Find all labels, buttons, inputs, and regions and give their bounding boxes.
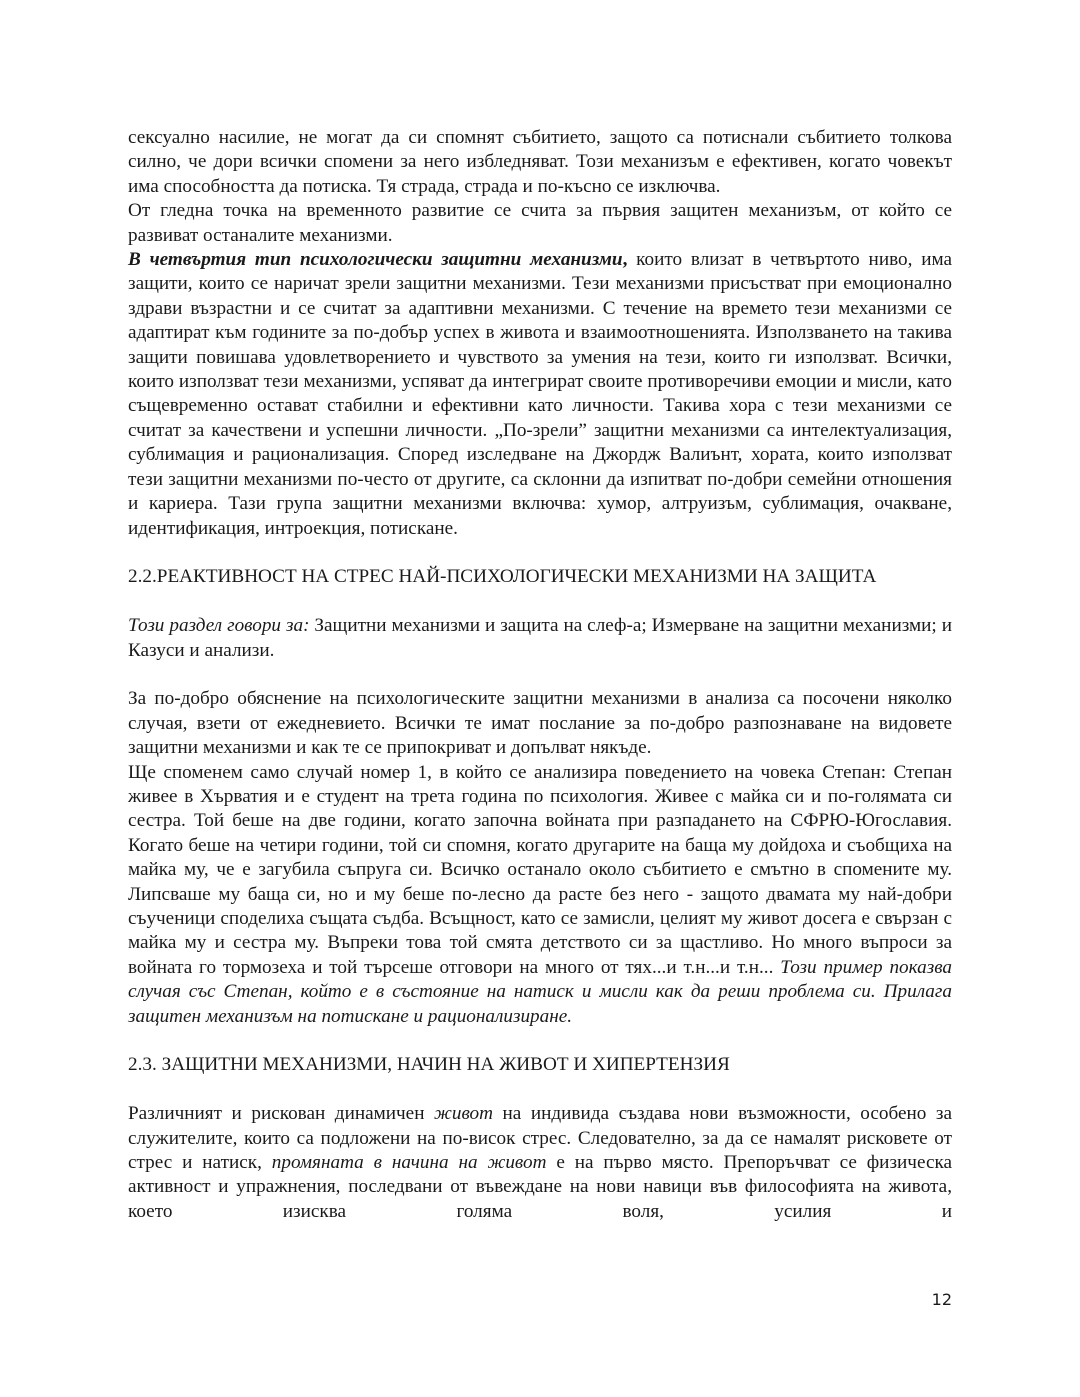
document-page: [128, 126, 952, 1224]
lifestyle-part-a: Различният и рискован динамичен: [128, 1103, 435, 1125]
lifestyle-part-c: на индивида създава нови възможности, особено за служителите, които са подложени на по-висок стрес. Следователно, за да се намалят рисковете от стрес и натиск,: [128, 1103, 952, 1173]
section-topics-lead: Този раздел говори за:: [128, 615, 310, 637]
page-number: 12: [931, 1290, 952, 1309]
fourth-type-body: които влизат в четвъртото ниво, има защити, които се наричат зрели защитни механизми. Тези механизми присъстват при емоционално здрави възрастни и се считат за адаптивни механизми. С течение на времето тези механизми се адаптират към годините за по-добър успех в живота и взаимоотношенията. Използването на такива защити повишава удовлетворението и чувството за умения на тези, които ги използват. Всички, които използват тези механизми, успяват да интегрират своите противоречиви емоции и мисли, като същевременно остават стабилни и ефективни като личности. Такива хора с тези механизми се считат за качествени и успешни личности. „По-зрели” защитни механизми са интелектуализация, сублимация и рационализация. Според изследване на Джордж Валиънт, хората, които използват тези защитни механизми по-често от другите, са склонни да изпитват по-добри семейни отношения и кариера. Тази група защитни механизми включва: хумор, алтруизъм, сублимация, очакване, идентификация, интроекция, потискане.: [128, 249, 953, 539]
paragraph-first-mechanism: От гледна точка на временното развитие се счита за първия защитен механизъм, от който се развиват останалите механизми.: [128, 200, 952, 246]
section-topics-body: Защитни механизми и защита на слеф-а; Измерване на защитни механизми; и Казуси и анализи.: [128, 615, 952, 661]
paragraph-lifestyle: [128, 1102, 952, 1224]
paragraph-fourth-type: [128, 248, 952, 541]
case-stepan-body: Ще споменем само случай номер 1, в който се анализира поведението на човека Степан: Степан живее в Хърватия и е студент на трета година по психология. Живее с майка си и по-голямата си сестра. Той беше на две години, когато започна войната при разпадането на СФРЮ-Югославия. Когато беше на четири години, той си спомня, когато другарите на баща му дойдоха и съобщиха на майка му, че е загубила съпруга си. Всичко останало около събитието е смътно в спомените му. Липсваше му баща си, но и му беше по-лесно да расте без него - защото двамата му най-добри съученици споделиха същата съдба. Всъщност, като се замисли, целият му живот досега е свързан с майка му и сестра му. Въпреки това той смята детството си за щастливо. Но много въпроси за войната го тормозеха и той търсеше отговори на много от тях...и т.н...и т.н...: [128, 761, 952, 978]
paragraph-cases-intro: За по-добро обяснение на психологическите защитни механизми в анализа са посочени няколко случая, взети от ежедневието. Всички те имат послание за по-добро разпознаване на видовете защитни механизми и как те се припокриват и допълват някъде.: [128, 688, 952, 759]
lifestyle-part-e: е на първо място. Препоръчват се физическа активност и упражнения, последвани от въвеждане на нови навици във философията на живота, което изисква голяма воля, усилия и: [128, 1151, 953, 1222]
section-heading-2-3: 2.3. ЗАЩИТНИ МЕХАНИЗМИ, НАЧИН НА ЖИВОТ И ХИПЕРТЕНЗИЯ: [128, 1054, 730, 1076]
lifestyle-emphasis-life: живот: [434, 1103, 493, 1125]
paragraph-section-topics: [128, 614, 952, 663]
fourth-type-comma: ,: [622, 249, 628, 271]
paragraph-repression-end: сексуално насилие, не могат да си спомнят събитието, защото са потиснали събитието толкова силно, че дори всички спомени за него избледняват. Този механизъм е ефективен, когато човекът има способността да потиска. Тя страда, страда и по-късно се изключва.: [128, 127, 952, 197]
paragraph-case-stepan: [128, 761, 952, 1029]
case-stepan-conclusion: Този пример показва случая със Степан, който е в състояние на натиск и мисли как да реши проблема си. Прилага защитен механизъм на потискане и рационализиране.: [128, 956, 952, 1027]
fourth-type-emphasis: В четвъртия тип психологически защитни механизми: [128, 249, 623, 271]
lifestyle-emphasis-change: промяната в начина на живот: [271, 1151, 547, 1173]
section-heading-2-2: 2.2.РЕАКТИВНОСТ НА СТРЕС НАЙ-ПСИХОЛОГИЧЕСКИ МЕХАНИЗМИ НА ЗАЩИТА: [128, 566, 877, 588]
